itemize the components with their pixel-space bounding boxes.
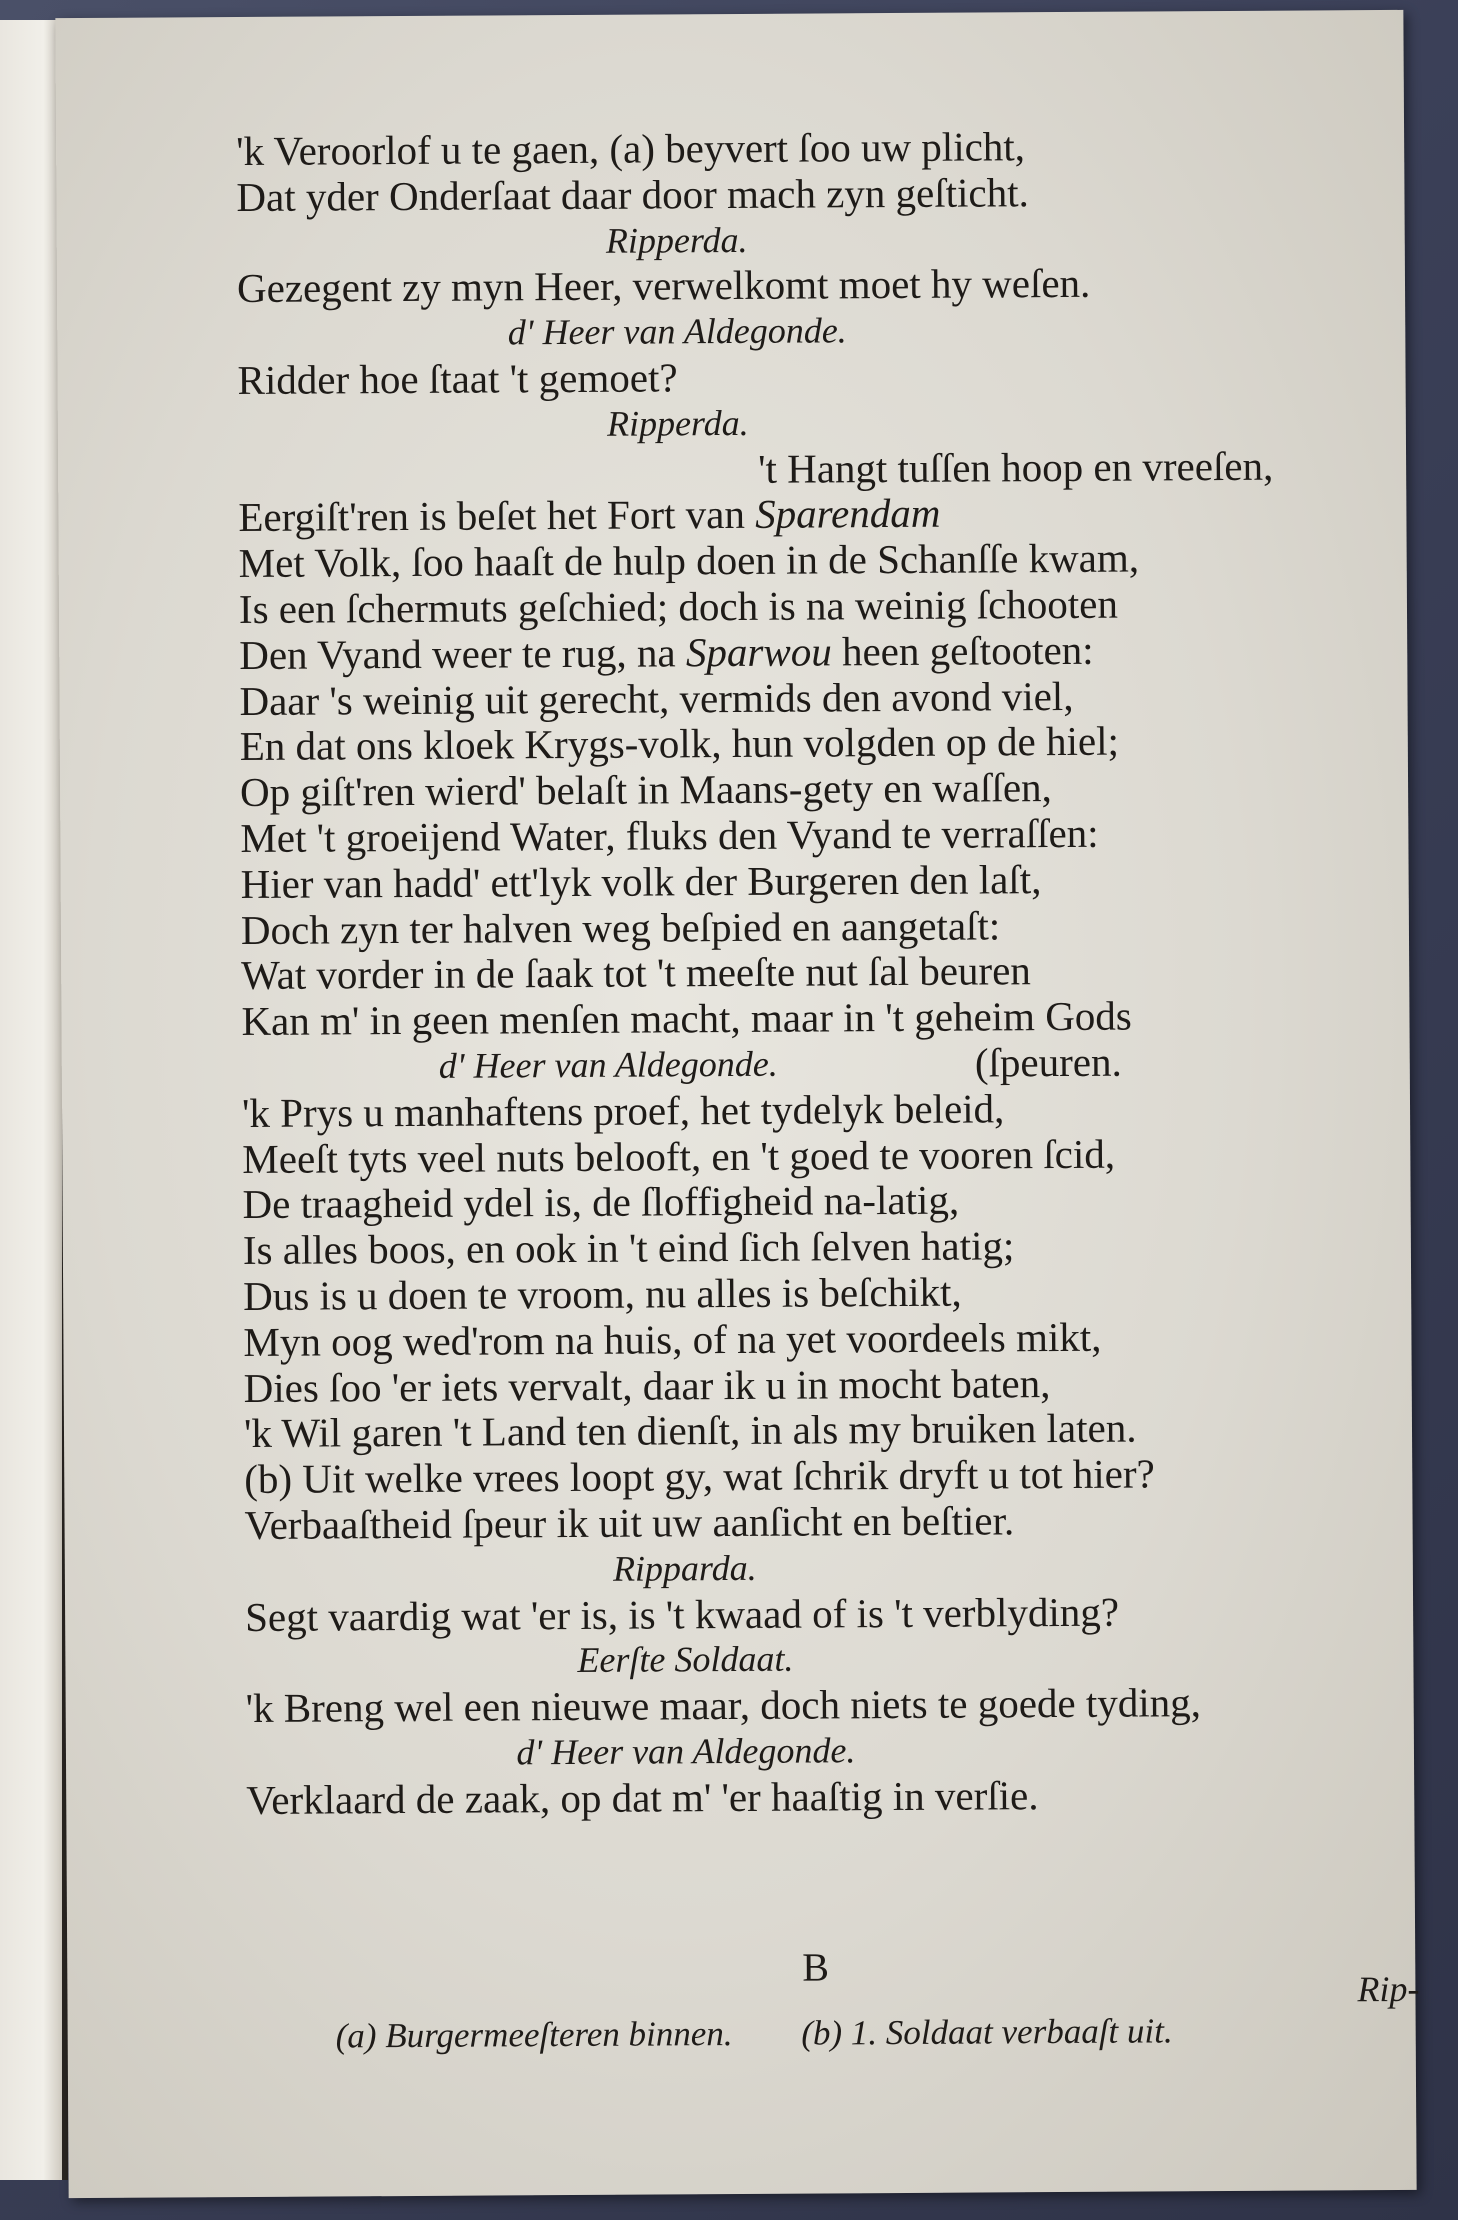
verse-line [237,351,1437,404]
line-text: Met Volk, ſoo haaſt de hulp doen in de Schanſſe kwam, [238,534,1140,587]
verse-line [243,1221,1443,1274]
line-text: Kan m' in geen menſen macht, maar in 't geheim Gods [241,992,1132,1045]
line-text: Verbaaſtheid ſpeur ik uit uw aanſicht en beſtier. [244,1497,1015,1548]
line-text: De traagheid ydel is, de ſloffigheid na-latig, [242,1176,960,1228]
verse-line [242,1129,1442,1182]
line-text: d' Heer van Aldegonde. [516,1730,856,1773]
verse-line [239,580,1439,633]
signature-mark: B [802,1944,830,1990]
verse-line [244,1496,1444,1549]
line-text: Gezegent zy myn Heer, verwelkomt moet hy weſen. [236,260,1091,312]
line-text: d' Heer van Aldegonde. [438,1043,778,1086]
footnotes [336,2011,1233,2056]
speaker-name [237,305,1437,358]
speaker-name [237,213,1437,266]
line-text: 'k Breng wel een nieuwe maar, doch niets te goede tyding, [245,1679,1202,1732]
line-text: Myn oog wed'rom na huis, of na yet voordeels mikt, [243,1313,1102,1365]
verse-line [244,1450,1444,1503]
verse-line [241,946,1441,999]
line-text: Segt vaardig wat 'er is, is 't kwaad of is 't verblyding? [244,1588,1120,1640]
verse-line [236,122,1436,175]
line-text: Eerſte Soldaat. [577,1638,794,1681]
speaker-name [245,1541,1445,1594]
line-text: Dus is u doen te vroom, nu alles is beſchikt, [243,1268,962,1319]
speaker-name [242,1038,1442,1091]
line-text: d' Heer van Aldegonde. [507,310,847,353]
italic-place-name: Sparendam [754,490,941,538]
line-text: 'k Prys u manhaftens proef, het tydelyk beleid, [241,1085,1005,1136]
line-text: Meeſt tyts veel nuts belooft, en 't goed te vooren ſcid, [242,1130,1116,1182]
verse-continuation: (ſpeuren. [974,1038,1122,1086]
line-text: Hier van hadd' ett'lyk volk der Burgeren den laſt, [240,855,1042,907]
verse-line [244,1358,1444,1411]
verse-line [240,717,1440,770]
line-text: Ripperda. [605,219,748,261]
verse-line [238,442,1438,495]
line-text: Doch zyn ter halven weg beſpied en aangetaſt: [240,901,1001,953]
line-text: 'k Veroorlof u te gaen, (a) beyvert ſoo uw plicht, [236,123,1026,175]
verse-line [246,1679,1446,1732]
line-text: Is alles boos, en ook in 't eind ſich ſelven hatig; [242,1222,1015,1274]
speaker-name [246,1725,1446,1778]
verse-line [239,671,1439,724]
verse-line [237,259,1437,312]
catchword: Rip- [1357,1968,1420,2010]
line-text: Eergiſt'ren is beſet het Fort van [238,491,756,541]
verse-line [240,763,1440,816]
verse-line [243,1312,1443,1365]
verse-line [241,854,1441,907]
verse-line [236,168,1436,221]
footnote-b: (b) 1. Soldaat verbaaſt uit. [801,2011,1173,2053]
verse-line [242,1175,1442,1228]
verse-line [239,625,1439,678]
line-text: Den Vyand weer te rug, na [239,629,687,678]
line-text-after: heen geſtooten: [831,626,1094,675]
verse-line [241,992,1441,1045]
line-text: (b) Uit welke vrees loopt gy, wat ſchrik dryft u tot hier? [244,1450,1155,1503]
line-text: Dat yder Onderſaat daar door mach zyn geſticht. [236,168,1029,220]
italic-place-name: Sparwou [685,628,832,676]
line-text: Ripperda. [606,402,749,444]
line-text: 't Hangt tuſſen hoop en vreeſen, [757,442,1274,492]
verse-line [242,1083,1442,1136]
footnote-a: (a) Burgermeeſteren binnen. [335,2014,733,2056]
line-text: Op giſt'ren wierd' belaſt in Maans-gety en waſſen, [239,764,1052,816]
page-text [236,122,1446,1824]
book-page [55,10,1420,2198]
verse-line [241,900,1441,953]
speaker-name [245,1633,1445,1686]
line-text: 'k Wil garen 't Land ten dienſt, in als my bruiken laten. [243,1404,1137,1457]
line-text: En dat ons kloek Krygs-volk, hun volgden op de hiel; [239,718,1120,770]
line-text: Wat vorder in de ſaak tot 't meeſte nut ſal beuren [241,947,1031,999]
line-text: Ridder hoe ſtaat 't gemoet? [237,354,678,404]
verse-line [246,1770,1446,1823]
line-text: Dies ſoo 'er iets vervalt, daar ik u in mocht baten, [243,1359,1051,1411]
line-text: Ripparda. [612,1547,757,1589]
line-text: Is een ſchermuts geſchied; doch is na weinig ſchooten [238,580,1119,632]
line-text: Verklaard de zaak, op dat m' 'er haaſtig in verſie. [246,1771,1039,1823]
line-text: Daar 's weinig uit gerecht, vermids den avond viel, [239,672,1074,724]
verse-line [245,1587,1445,1640]
verse-line [239,534,1439,587]
verse-line [243,1267,1443,1320]
line-text: Met 't groeijend Water, fluks den Vyand te verraſſen: [240,809,1099,861]
verse-line [240,809,1440,862]
verse-line [244,1404,1444,1457]
verse-line [238,488,1438,541]
